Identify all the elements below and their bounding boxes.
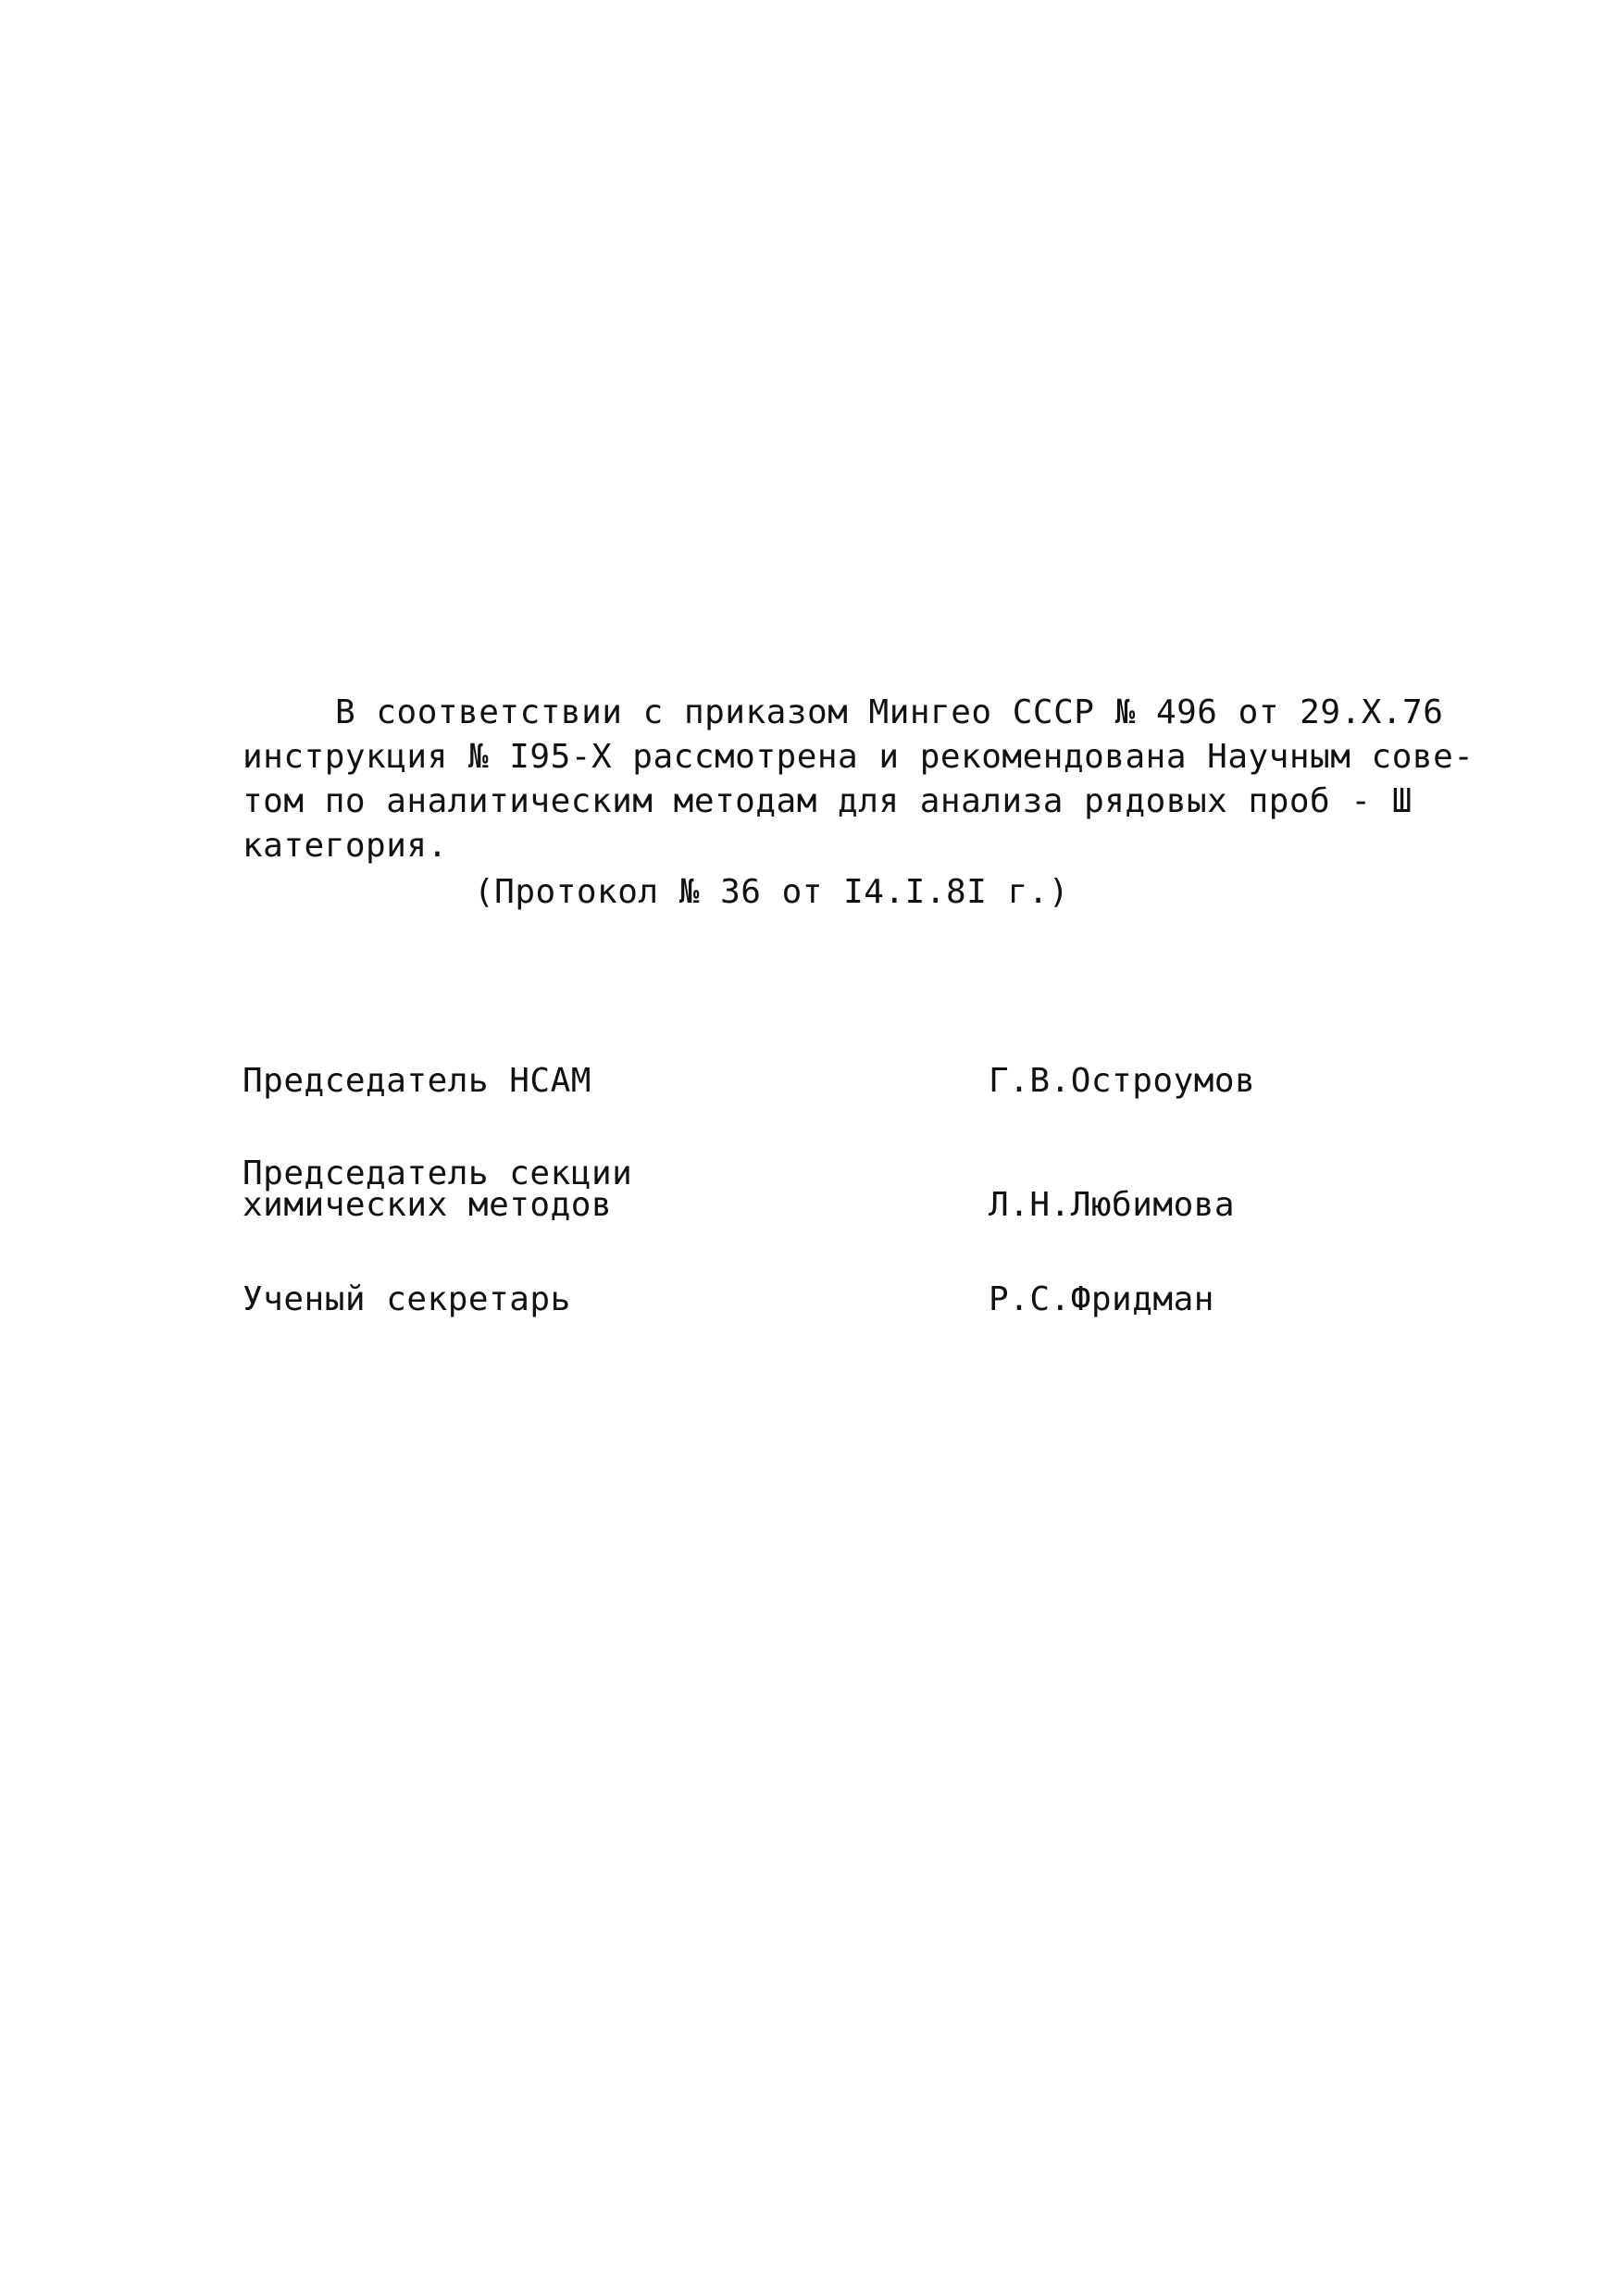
signature-role-section-chair-line1: Председатель секции xyxy=(243,1154,633,1192)
approval-text-line-4: категория. xyxy=(243,827,448,865)
signature-name-secretary: Р.С.Фридман xyxy=(989,1280,1214,1318)
approval-text-line-1: В соответствии с приказом Мингео СССР № 496 от 29.Х.76 xyxy=(335,693,1444,731)
signature-role-chairman: Председатель НСАМ xyxy=(243,1062,591,1100)
signature-role-section-chair-line2: химических методов xyxy=(243,1186,613,1224)
protocol-reference: (Протокол № 36 от I4.I.8I г.) xyxy=(474,873,1070,911)
signature-role-secretary: Ученый секретарь xyxy=(243,1280,571,1318)
signature-name-section-chair: Л.Н.Любимова xyxy=(989,1186,1236,1224)
approval-text-line-2: инструкция № I95-Х рассмотрена и рекомендована Научным сове- xyxy=(243,738,1475,776)
signature-name-chairman: Г.В.Остроумов xyxy=(989,1062,1256,1100)
approval-text-line-3: том по аналитическим методам для анализа рядовых проб - Ш xyxy=(243,782,1413,820)
